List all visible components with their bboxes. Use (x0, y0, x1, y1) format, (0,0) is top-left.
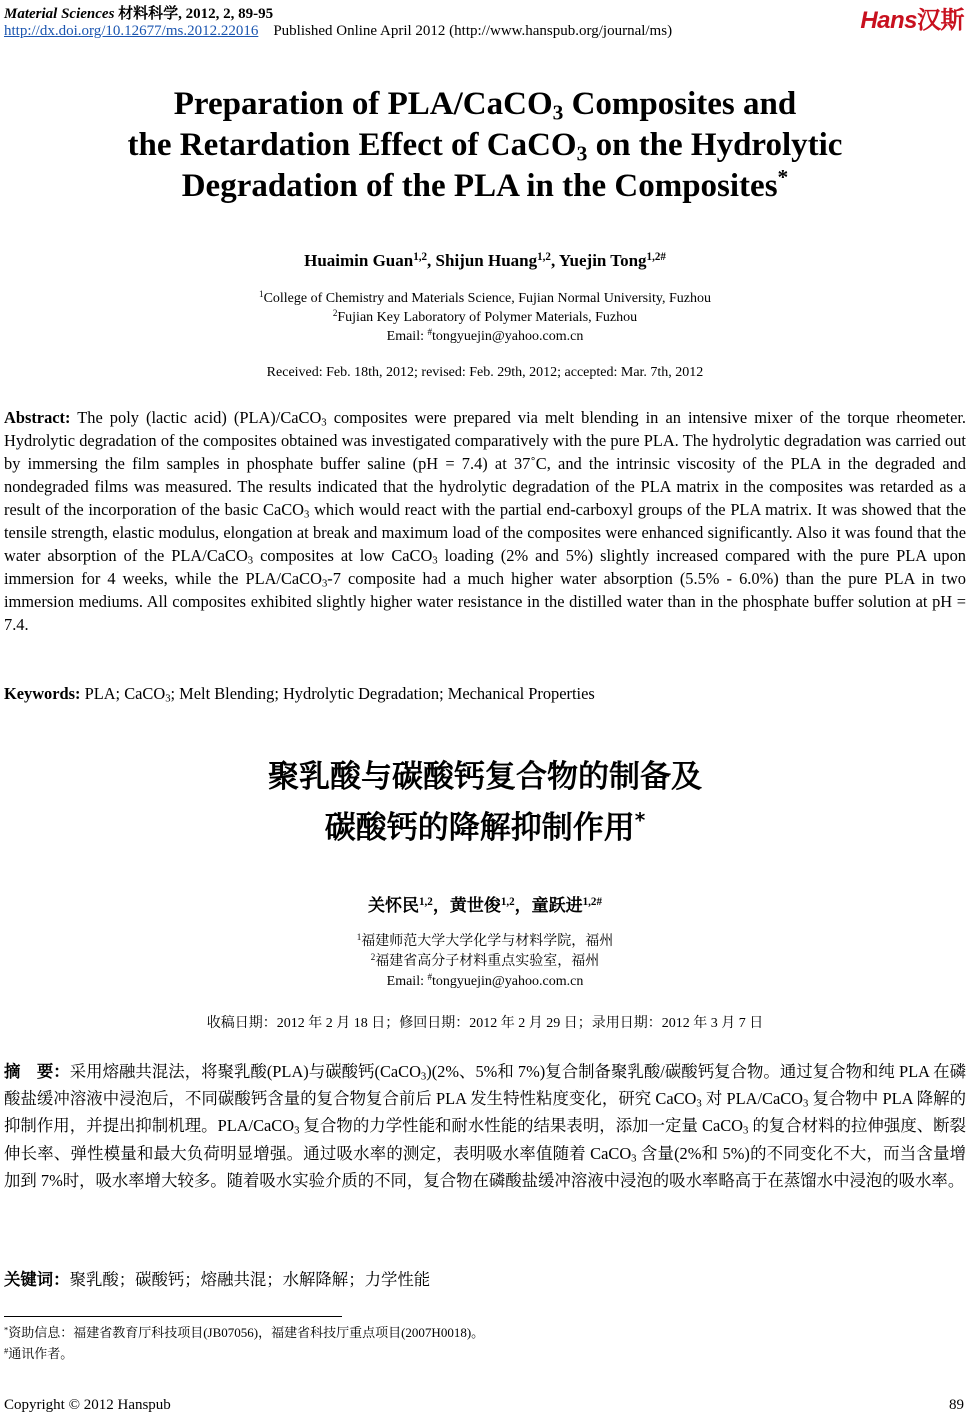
received-dates-en: Received: Feb. 18th, 2012; revised: Feb. 29th, 2012; accepted: Mar. 7th, 2012 (266, 365, 704, 380)
keywords-en: Keywords: PLA; CaCO$_3$; Melt Blending; Hydrolytic Degradation; Mechanical Properties (4, 684, 595, 705)
journal-name: Material Sciences (4, 6, 115, 22)
email-line-cn: Email: #tongyuejin@yahoo.com.cn (386, 972, 584, 989)
logo-text-en: Hans (860, 7, 917, 34)
author-name-cn: 关怀民 (368, 896, 420, 915)
author-name-cn: 童跃进 (531, 896, 583, 915)
authors-cn: 关怀民$^{1,2}$，黄世俊$^{1,2}$，童跃进$^{1,2\#}$ (368, 895, 602, 915)
footnote-divider (4, 1316, 342, 1317)
title-line-1: Preparation of PLA/CaCO$_3$ Composites and (173, 86, 797, 125)
doi-line (4, 23, 672, 40)
footnote-corresponding: #通讯作者。 (4, 1345, 74, 1361)
copyright: Copyright © 2012 Hanspub (4, 1397, 171, 1413)
published-online: Published Online April 2012 (http://www.hanspub.org/journal/ms) (273, 23, 673, 39)
abstract-en: Abstract: The poly (lactic acid) (PLA)/CaCO$_3$ composites were prepared via melt blending in an intensive mixer of the torque rheometer. Hydrolytic degradation of the composites obtained was investigated comparatively with the pure PLA. The hydrolytic degradation was carried out by immersing the film samples in phosphate buffer saline (pH = 7.4) at 37˚C, and the intrinsic viscosity of the PLA in the degraded and nondegraded films was measured. The results indicated that the hydrolytic degradation of the PLA matrix in the composites was retarded as a result of the incorporation of the basic CaCO$_3$ which would react with the partial end-carboxyl groups of the PLA matrix. It was showed that the tensile strength, elastic modulus, elongation at break and maximum load of the composites were enhanced significantly. Also it was found that the water absorption of the PLA/CaCO$_3$ composites at low CaCO$_3$ loading (2% and 5%) slightly increased compared with the pure PLA upon immersion for 4 weeks, while the PLA/CaCO$_3$-7 composite had a much higher water absorption (5.5% - 6.0%) than the pure PLA in two immersion mediums. All composites exhibited slightly higher water resistance in the distilled water than in the phosphate buffer solution at pH = 7.4. (4, 408, 966, 634)
received-dates-cn: 收稿日期：2012 年 2 月 18 日；修回日期：2012 年 2 月 29 日；录用日期：2012 年 3 月 7 日 (206, 1016, 764, 1031)
keywords-label: Keywords: (4, 684, 81, 703)
author-name: Huaimin Guan (304, 251, 414, 270)
title-cn-line-1: 聚乳酸与碳酸钙复合物的制备及 (268, 759, 702, 795)
email-address: tongyuejin@yahoo.com.cn (432, 329, 584, 344)
author-name-cn: 黄世俊 (449, 896, 501, 915)
email-line: Email: #tongyuejin@yahoo.com.cn (386, 327, 584, 344)
keywords-label-cn: 关键词： (4, 1270, 70, 1289)
affiliations-en (0, 289, 970, 346)
affiliation-cn-1: $^1$福建师范大学大学化学与材料学院，福州 (356, 932, 614, 949)
affiliation-1: $^1$College of Chemistry and Materials Science, Fujian Normal University, Fuzhou (259, 289, 711, 306)
doi-link[interactable]: http://dx.doi.org/10.12677/ms.2012.22016 (4, 23, 259, 39)
affiliation-cn-2: $^2$福建省高分子材料重点实验室，福州 (370, 952, 600, 969)
journal-name-cn: 材料科学 (118, 6, 179, 22)
abstract-label: Abstract: (4, 408, 71, 427)
volume-info: , 2012, 2, 89-95 (178, 6, 274, 22)
page-number: 89 (949, 1397, 964, 1413)
author-name: Shijun Huang (435, 251, 538, 270)
journal-header (4, 2, 273, 23)
footnote-funding: *资助信息：福建省教育厅科技项目(JB07056)，福建省科技厅重点项目(2007H0018)。 (4, 1324, 485, 1340)
keywords-cn: 关键词：聚乳酸；碳酸钙；熔融共混；水解降解；力学性能 (4, 1270, 431, 1289)
paper-title-cn (0, 752, 970, 854)
affiliations-cn (0, 932, 970, 992)
authors-en: Huaimin Guan$^{1,2}$, Shijun Huang$^{1,2}$, Yuejin Tong$^{1,2\#}$ (304, 250, 666, 270)
title-line-3: Degradation of the PLA in the Composites* (181, 165, 789, 204)
title-cn-line-2: 碳酸钙的降解抑制作用* (324, 807, 646, 846)
abstract-cn: 摘 要：采用熔融共混法，将聚乳酸(PLA)与碳酸钙(CaCO$_3$)(2%、5%和 7%)复合制备聚乳酸/碳酸钙复合物。通过复合物和纯 PLA 在磷酸盐缓冲溶液中浸泡后，不同碳酸钙含量的复合物复合前后 PLA 发生特性粘度变化，研究 CaCO$_3$ 对 PLA/CaCO$_3$ 复合物中 PLA 降解的抑制作用，并提出抑制机理。PLA/CaCO$_3$ 复合物的力学性能和耐水性能的结果表明，添加一定量 CaCO$_3$ 的复合材料的拉伸强度、断裂伸长率、弹性模量和最大负荷明显增强。通过吸水率的测定，表明吸水率值随着 CaCO$_3$ 含量(2%和 5%)的不同变化不大，而当含量增加到 7%时，吸水率增大较多。随着吸水实验介质的不同，复合物在磷酸盐缓冲溶液中浸泡的吸水率略高于在蒸馏水中浸泡的吸水率。 (4, 1062, 967, 1190)
footnotes (4, 1322, 484, 1364)
hanspub-logo (860, 0, 964, 35)
author-name: Yuejin Tong (558, 251, 647, 270)
logo-text-cn: 汉斯 (917, 7, 964, 34)
paper-title-en (0, 84, 970, 207)
title-line-2: the Retardation Effect of CaCO$_3$ on the Hydrolytic (127, 127, 843, 166)
abstract-label-cn: 摘 要： (4, 1062, 70, 1081)
affiliation-2: $^2$Fujian Key Laboratory of Polymer Materials, Fuzhou (332, 308, 638, 325)
